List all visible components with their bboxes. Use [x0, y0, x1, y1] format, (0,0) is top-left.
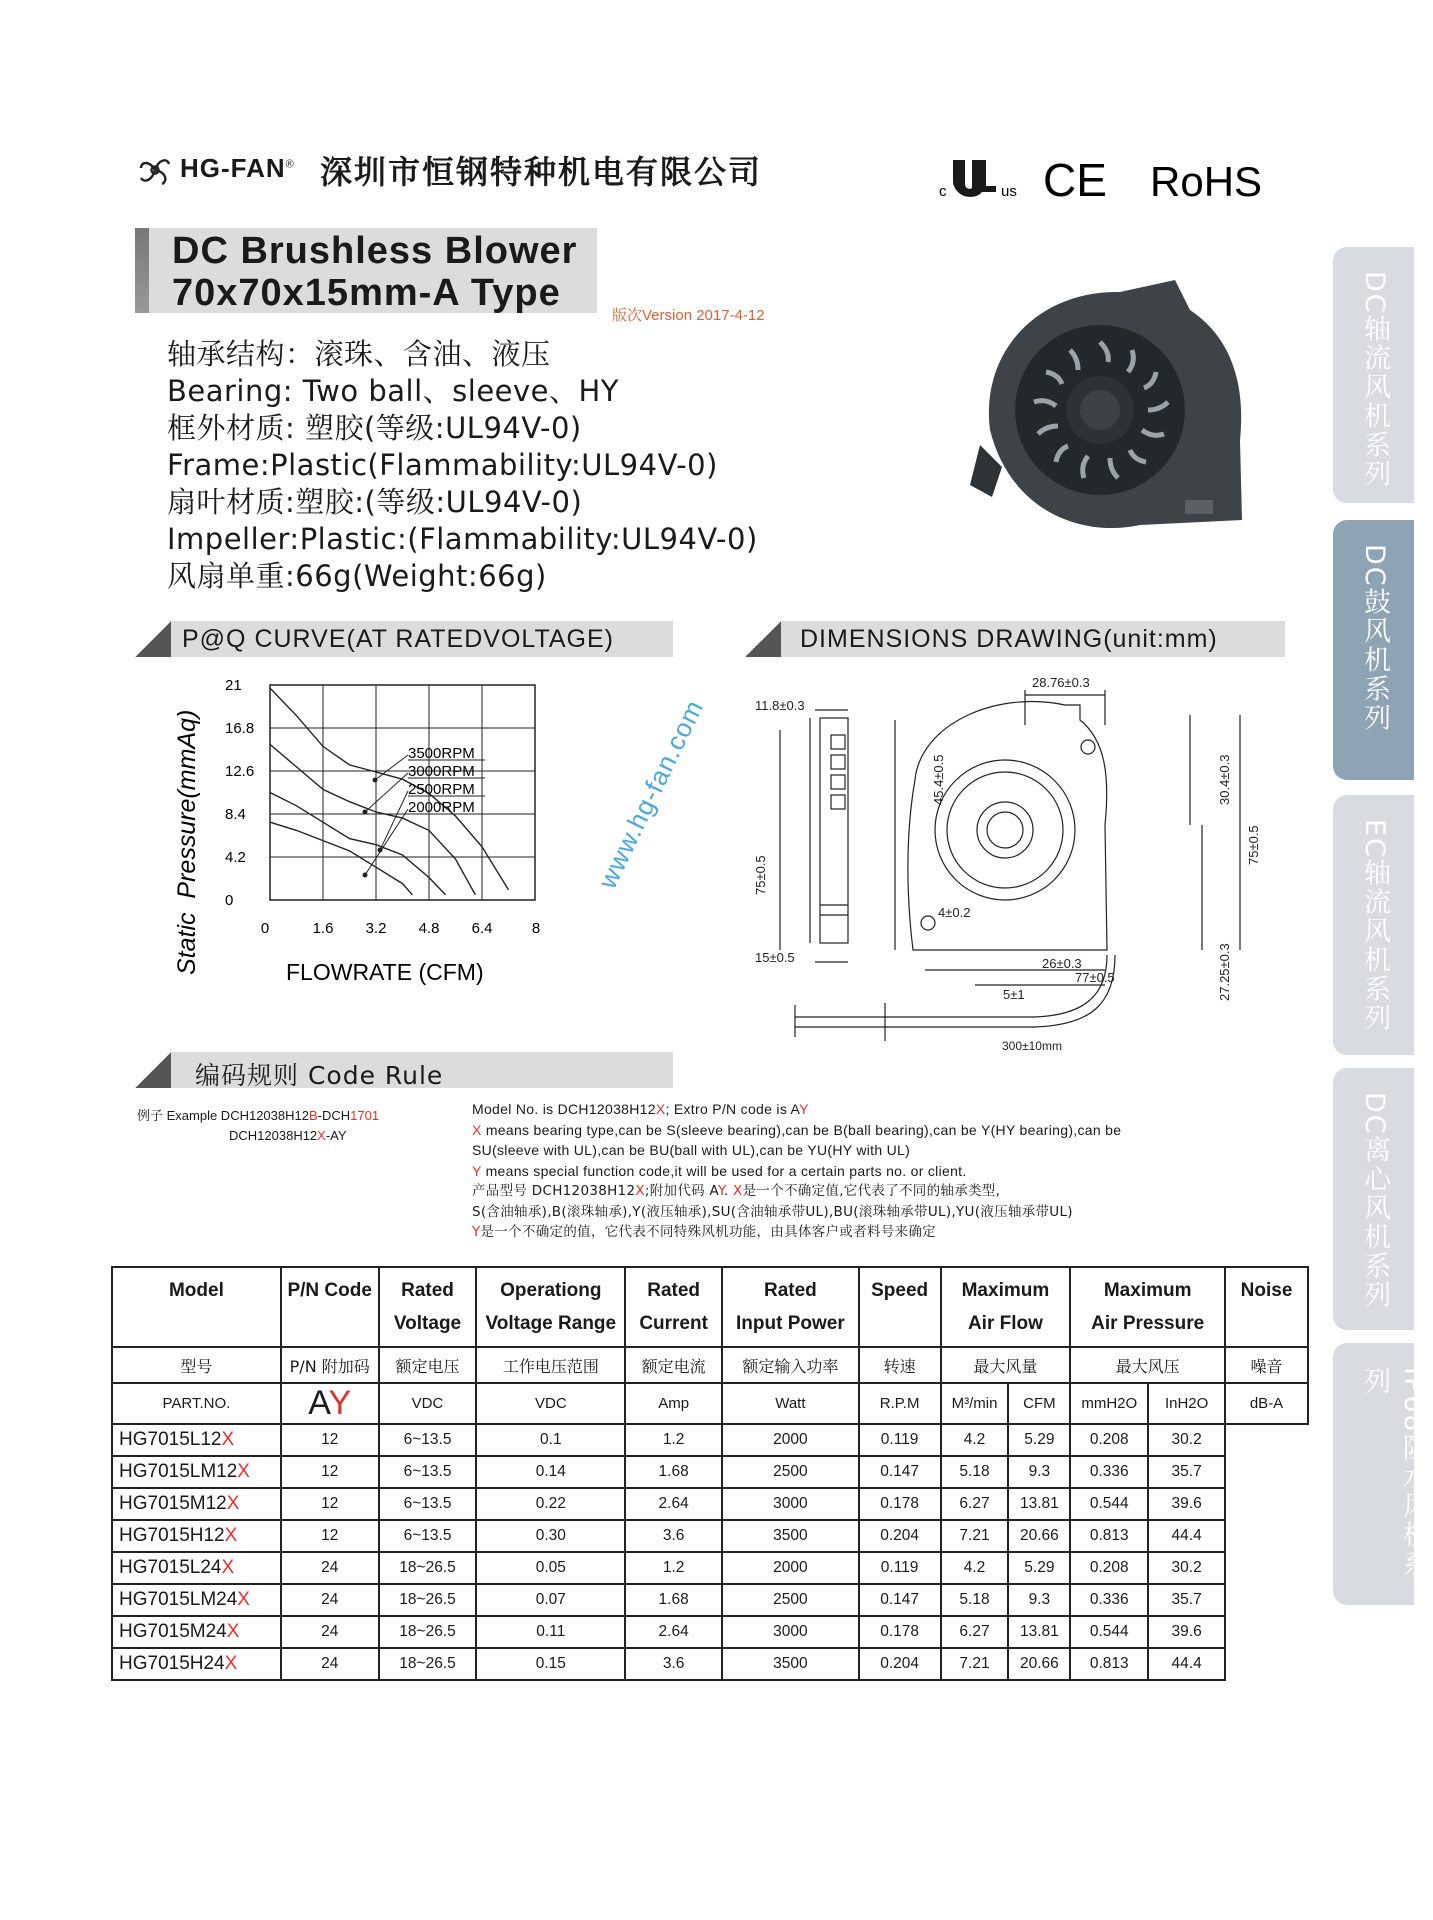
cell-db: 35.7 — [1148, 1584, 1225, 1616]
cell-cfm: 4.2 — [941, 1552, 1009, 1584]
header-cell: Model — [112, 1267, 281, 1347]
unit-cell: VDC — [379, 1383, 477, 1424]
cell-db: 39.6 — [1148, 1488, 1225, 1520]
cell-inh2o: 0.208 — [1070, 1424, 1148, 1456]
cell-m3: 0.178 — [859, 1616, 941, 1648]
cell-mmh2o: 13.81 — [1008, 1616, 1070, 1648]
cn-header-cell: 额定电压 — [379, 1347, 477, 1383]
dimensions-drawing — [735, 665, 1295, 1065]
cell-m3: 0.119 — [859, 1552, 941, 1584]
cell-m3: 0.147 — [859, 1584, 941, 1616]
unit-cell: VDC — [476, 1383, 625, 1424]
legend-leader — [365, 773, 408, 812]
pq-section-marker — [135, 621, 171, 657]
cn-header-cell: 转速 — [859, 1347, 941, 1383]
cell-watt: 1.2 — [625, 1552, 722, 1584]
pq-section-title: P@Q CURVE(AT RATEDVOLTAGE) — [182, 625, 614, 653]
cn-header-cell: 型号 — [112, 1347, 281, 1383]
cell-cfm: 4.2 — [941, 1424, 1009, 1456]
cell-amp: 0.05 — [476, 1552, 625, 1584]
model-cell: HG7015LM24X — [112, 1584, 281, 1616]
cell-watt: 2.64 — [625, 1488, 722, 1520]
header-cell: Operationg Voltage Range — [476, 1267, 625, 1347]
cell-mmh2o: 9.3 — [1008, 1456, 1070, 1488]
x-tick-label: 3.2 — [365, 920, 387, 937]
cell-cfm: 5.18 — [941, 1584, 1009, 1616]
spec-line: Frame:Plastic(Flammability:UL94V-0) — [167, 448, 718, 482]
pn-code-cell: AY — [281, 1383, 379, 1424]
header-cell: Maximum Air Flow — [941, 1267, 1071, 1347]
table-row — [112, 1456, 1308, 1488]
table-row — [112, 1488, 1308, 1520]
y-tick-label: 21 — [225, 677, 242, 694]
cell-v: 12 — [281, 1520, 379, 1552]
spec-line: 扇叶材质:塑胶:(等级:UL94V-0) — [167, 485, 583, 519]
hg-fan-logo-icon — [134, 150, 176, 190]
cell-inh2o: 0.336 — [1070, 1456, 1148, 1488]
unit-cell: Watt — [722, 1383, 859, 1424]
spec-line: 轴承结构：滚珠、含油、液压 — [167, 337, 551, 371]
version-label: 版次Version 2017-4-12 — [612, 307, 765, 324]
legend-leader-tip — [363, 873, 368, 878]
header-cell: Noise — [1225, 1267, 1308, 1347]
x-tick-label: 1.6 — [312, 920, 334, 937]
cell-v: 12 — [281, 1424, 379, 1456]
cell-range: 6~13.5 — [379, 1488, 477, 1520]
header-cell: Rated Voltage — [379, 1267, 477, 1347]
spec-line: 框外材质: 塑胶(等级:UL94V-0) — [167, 411, 582, 445]
y-tick-label: 8.4 — [225, 806, 246, 823]
cell-rpm: 2000 — [722, 1424, 859, 1456]
header-cell: Rated Current — [625, 1267, 722, 1347]
legend-leader — [380, 791, 408, 850]
spec-line: Impeller:Plastic:(Flammability:UL94V-0) — [167, 522, 758, 556]
unit-cell: mmH2O — [1070, 1383, 1148, 1424]
cell-mmh2o: 20.66 — [1008, 1520, 1070, 1552]
tab-dc-axial-fans[interactable]: DC轴流风机系列 — [1333, 247, 1414, 503]
cell-range: 6~13.5 — [379, 1424, 477, 1456]
product-subtitle: 70x70x15mm-A Type — [172, 272, 561, 314]
model-cell: HG7015L24X — [112, 1552, 281, 1584]
header-cell: Rated Input Power — [722, 1267, 859, 1347]
dim-label: 75±0.5 — [1246, 825, 1261, 865]
code-rule-text: Model No. is DCH12038H12X; Extro P/N code is AY X means bearing type,can be S(sleeve bearing),can be B(ball bearing),can be Y(HY bearing),can be SU(sleeve with UL),can be BU(ball with UL),can be YU(HY with UL) Y means special function code,it will be used for a certain parts no. or client. 产品型号 DCH12038H12X;附加代码 AY. X是一个不确定值,它代表了不同的轴承类型, S(含油轴承),B(滚珠轴承),Y(液压轴承),SU(含油轴承带UL),BU(滚珠轴承带UL),YU(液压轴承带UL) Y是一个不确定的值，它代表不同特殊风机功能，由具体客户或者料号来确定 — [472, 1101, 1122, 1240]
dims-section-marker — [745, 621, 781, 657]
rohs-mark: RoHS — [1150, 158, 1263, 205]
cell-inh2o: 0.813 — [1070, 1520, 1148, 1552]
cell-db: 44.4 — [1148, 1520, 1225, 1552]
cell-v: 24 — [281, 1616, 379, 1648]
y-tick-label: 16.8 — [225, 720, 255, 737]
cell-rpm: 2000 — [722, 1552, 859, 1584]
table-row — [112, 1424, 1308, 1456]
cell-amp: 0.22 — [476, 1488, 625, 1520]
blower-fan-image — [960, 270, 1250, 560]
cn-header-cell: 额定输入功率 — [722, 1347, 859, 1383]
table-row — [112, 1520, 1308, 1552]
cell-amp: 0.30 — [476, 1520, 625, 1552]
cell-watt: 1.2 — [625, 1424, 722, 1456]
cell-range: 6~13.5 — [379, 1456, 477, 1488]
ul-us-mark: us — [1001, 183, 1017, 200]
cell-mmh2o: 9.3 — [1008, 1584, 1070, 1616]
code-example: 例子 Example DCH12038H12B-DCH1701 DCH12038H12X-AY — [137, 1108, 380, 1143]
cell-watt: 1.68 — [625, 1456, 722, 1488]
unit-cell: R.P.M — [859, 1383, 941, 1424]
model-cell: HG7015LM12X — [112, 1456, 281, 1488]
unit-cell: PART.NO. — [112, 1383, 281, 1424]
model-cell: HG7015M24X — [112, 1616, 281, 1648]
ul-icon — [953, 160, 996, 197]
cell-v: 24 — [281, 1648, 379, 1680]
cn-header-cell: 最大风量 — [941, 1347, 1071, 1383]
cell-v: 24 — [281, 1584, 379, 1616]
cell-cfm: 5.18 — [941, 1456, 1009, 1488]
cell-m3: 0.178 — [859, 1488, 941, 1520]
cell-cfm: 7.21 — [941, 1520, 1009, 1552]
product-title: DC Brushless Blower — [172, 230, 578, 272]
pq-curve-chart — [150, 660, 630, 1020]
cell-rpm: 3500 — [722, 1648, 859, 1680]
header-cell: Speed — [859, 1267, 941, 1347]
cell-db: 30.2 — [1148, 1424, 1225, 1456]
unit-cell: InH2O — [1148, 1383, 1225, 1424]
x-tick-label: 4.8 — [418, 920, 440, 937]
cell-mmh2o: 5.29 — [1008, 1424, 1070, 1456]
unit-cell: M³/min — [941, 1383, 1009, 1424]
cell-m3: 0.147 — [859, 1456, 941, 1488]
table-cn-header-row — [112, 1347, 1308, 1383]
unit-cell: CFM — [1008, 1383, 1070, 1424]
dim-label: 5±1 — [1003, 987, 1025, 1002]
y-tick-label: 0 — [225, 892, 234, 909]
cn-header-cell: 工作电压范围 — [476, 1347, 625, 1383]
cell-inh2o: 0.544 — [1070, 1616, 1148, 1648]
legend-label: 2000RPM — [408, 799, 475, 816]
unit-cell: Amp — [625, 1383, 722, 1424]
cell-inh2o: 0.544 — [1070, 1488, 1148, 1520]
dim-label: 300±10mm — [1002, 1039, 1062, 1053]
title-accent-mark — [135, 228, 149, 313]
cell-rpm: 3500 — [722, 1520, 859, 1552]
cell-amp: 0.1 — [476, 1424, 625, 1456]
cell-rpm: 2500 — [722, 1456, 859, 1488]
cell-watt: 3.6 — [625, 1648, 722, 1680]
cell-cfm: 7.21 — [941, 1648, 1009, 1680]
legend-label: 2500RPM — [408, 781, 475, 798]
y-axis-label: Static Pressure(mmAq) — [173, 709, 201, 975]
cell-amp: 0.14 — [476, 1456, 625, 1488]
legend-leader-tip — [363, 810, 368, 815]
cell-v: 12 — [281, 1456, 379, 1488]
table-header-row — [112, 1267, 1308, 1347]
cell-mmh2o: 20.66 — [1008, 1648, 1070, 1680]
x-tick-label: 6.4 — [471, 920, 493, 937]
x-tick-label: 0 — [260, 920, 270, 937]
certification-marks — [935, 150, 1265, 210]
dim-label: 45.4±0.5 — [931, 754, 946, 805]
spec-table — [111, 1266, 1309, 1681]
tab-dc-centrifugal-fans[interactable]: DC离心风机系列 — [1333, 1068, 1414, 1330]
header-cell: Maximum Air Pressure — [1070, 1267, 1225, 1347]
table-row — [112, 1616, 1308, 1648]
ce-mark: CE — [1043, 154, 1107, 206]
y-tick-label: 12.6 — [225, 763, 255, 780]
dim-label: 27.25±0.3 — [1217, 943, 1232, 1001]
cell-watt: 3.6 — [625, 1520, 722, 1552]
legend-leader-tip — [373, 778, 378, 783]
cell-amp: 0.11 — [476, 1616, 625, 1648]
cn-header-cell: 噪音 — [1225, 1347, 1308, 1383]
cell-inh2o: 0.813 — [1070, 1648, 1148, 1680]
cell-db: 35.7 — [1148, 1456, 1225, 1488]
cell-mmh2o: 13.81 — [1008, 1488, 1070, 1520]
tab-dc-blowers[interactable]: DC鼓风机系列 — [1333, 520, 1414, 780]
cell-cfm: 6.27 — [941, 1616, 1009, 1648]
unit-cell: dB-A — [1225, 1383, 1308, 1424]
spec-line: 风扇单重:66g(Weight:66g) — [167, 559, 547, 593]
cell-mmh2o: 5.29 — [1008, 1552, 1070, 1584]
table-row — [112, 1552, 1308, 1584]
model-cell: HG7015L12X — [112, 1424, 281, 1456]
cell-cfm: 6.27 — [941, 1488, 1009, 1520]
dim-label: 4±0.2 — [938, 905, 971, 920]
cell-m3: 0.119 — [859, 1424, 941, 1456]
cell-range: 6~13.5 — [379, 1520, 477, 1552]
x-axis-label: FLOWRATE (CFM) — [286, 959, 484, 985]
cell-m3: 0.204 — [859, 1520, 941, 1552]
spec-list — [167, 336, 758, 595]
cell-range: 18~26.5 — [379, 1552, 477, 1584]
cell-v: 12 — [281, 1488, 379, 1520]
cell-db: 44.4 — [1148, 1648, 1225, 1680]
company-name: 深圳市恒钢特种机电有限公司 — [320, 153, 763, 191]
dim-label: 75±0.5 — [753, 855, 768, 895]
cn-header-cell: P/N 附加码 — [281, 1347, 379, 1383]
dim-label: 28.76±0.3 — [1032, 675, 1090, 690]
model-cell: HG7015M12X — [112, 1488, 281, 1520]
code-section-title: 编码规则 Code Rule — [195, 1061, 444, 1090]
code-section-marker — [135, 1052, 171, 1088]
header-cell: P/N Code — [281, 1267, 379, 1347]
tab-ip68-waterproof-fans[interactable]: IP68防水风机系列 — [1333, 1343, 1414, 1605]
cn-header-cell: 额定电流 — [625, 1347, 722, 1383]
tab-ec-axial-fans[interactable]: EC轴流风机系列 — [1333, 795, 1414, 1055]
table-unit-row — [112, 1383, 1308, 1424]
model-cell: HG7015H24X — [112, 1648, 281, 1680]
cell-range: 18~26.5 — [379, 1616, 477, 1648]
cell-db: 39.6 — [1148, 1616, 1225, 1648]
table-row — [112, 1584, 1308, 1616]
ul-c-mark: c — [939, 183, 947, 200]
legend-label: 3000RPM — [408, 763, 475, 780]
legend-leader — [365, 809, 408, 875]
spec-line: Bearing: Two ball、sleeve、HY — [167, 374, 620, 408]
cell-v: 24 — [281, 1552, 379, 1584]
cell-range: 18~26.5 — [379, 1648, 477, 1680]
dim-label: 26±0.3 — [1042, 956, 1082, 971]
model-cell: HG7015H12X — [112, 1520, 281, 1552]
dim-label: 11.8±0.3 — [755, 698, 805, 713]
table-row — [112, 1648, 1308, 1680]
cell-range: 18~26.5 — [379, 1584, 477, 1616]
dim-label: 15±0.5 — [755, 950, 795, 965]
cell-rpm: 3000 — [722, 1616, 859, 1648]
brand-name: HG-FAN® — [180, 153, 295, 183]
website-watermark: www.hg-fan.com — [592, 694, 710, 894]
cell-inh2o: 0.208 — [1070, 1552, 1148, 1584]
x-tick-label: 8 — [531, 920, 541, 937]
cell-watt: 1.68 — [625, 1584, 722, 1616]
cell-amp: 0.15 — [476, 1648, 625, 1680]
cell-rpm: 3000 — [722, 1488, 859, 1520]
cell-rpm: 2500 — [722, 1584, 859, 1616]
y-tick-label: 4.2 — [225, 849, 246, 866]
cell-amp: 0.07 — [476, 1584, 625, 1616]
cell-m3: 0.204 — [859, 1648, 941, 1680]
legend-label: 3500RPM — [408, 745, 475, 762]
cell-inh2o: 0.336 — [1070, 1584, 1148, 1616]
dim-label: 30.4±0.3 — [1217, 754, 1232, 805]
cell-db: 30.2 — [1148, 1552, 1225, 1584]
cell-watt: 2.64 — [625, 1616, 722, 1648]
dim-label: 77±0.5 — [1075, 970, 1115, 985]
dims-section-title: DIMENSIONS DRAWING(unit:mm) — [800, 625, 1218, 653]
cn-header-cell: 最大风压 — [1070, 1347, 1225, 1383]
